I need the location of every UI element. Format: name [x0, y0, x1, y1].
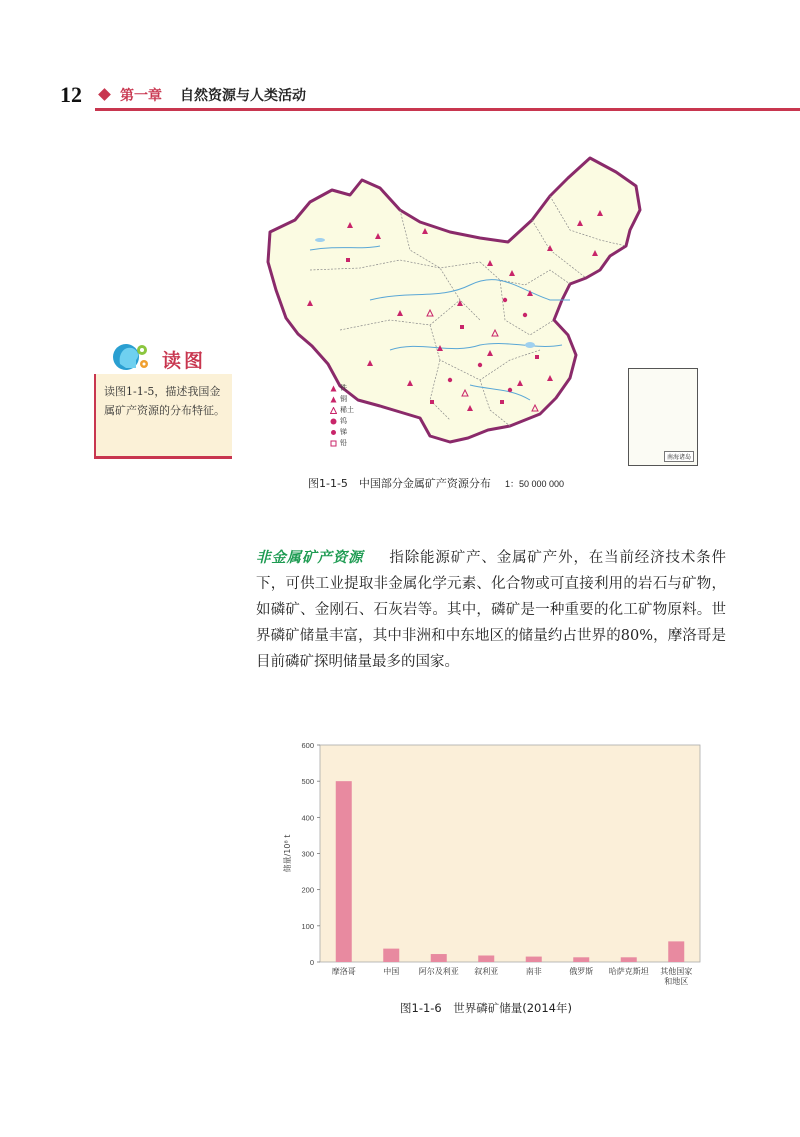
x-tick-label: 南非	[525, 967, 542, 976]
phosphate-chart	[270, 735, 710, 1020]
y-tick-label: 200	[301, 885, 314, 895]
nonmetal-paragraph	[256, 545, 726, 675]
chart-canvas	[270, 735, 710, 1000]
x-tick-label: 中国	[383, 967, 400, 976]
legend-label: 铜	[340, 395, 347, 403]
map-scale: 1：50 000 000	[504, 479, 564, 489]
x-tick-label: 叙利亚	[474, 967, 499, 976]
bar-叙利亚	[478, 955, 494, 962]
legend-item	[330, 394, 354, 405]
x-tick-label: 其他国家	[660, 967, 693, 976]
plot-area	[320, 745, 700, 962]
x-tick-label: 俄罗斯	[569, 967, 594, 976]
legend-label: 稀土	[340, 406, 354, 414]
x-tick-label: 摩洛哥	[331, 967, 356, 976]
filled-triangle-icon	[330, 396, 337, 403]
reading-title: 读图	[162, 350, 207, 372]
chapter-label: 第一章	[120, 88, 162, 104]
y-tick-label: 600	[301, 741, 314, 750]
lake	[315, 238, 325, 242]
bar-俄罗斯	[573, 957, 589, 962]
header-rule	[95, 108, 800, 111]
reading-box	[94, 340, 232, 462]
country-outline	[268, 158, 640, 442]
legend-item	[330, 383, 354, 394]
x-tick-label: 阿尔及利亚	[418, 967, 459, 976]
reading-text: 读图1-1-5，描述我国金属矿产资源的分布特征。	[104, 385, 225, 417]
legend-label: 铁	[340, 384, 347, 392]
lake	[525, 342, 535, 348]
page-number: 12	[60, 82, 82, 107]
chart-title: 图1-1-6 世界磷矿储量(2014年)	[400, 1001, 572, 1015]
map-caption	[308, 475, 564, 491]
map-legend	[330, 383, 354, 449]
y-tick-label: 300	[301, 849, 314, 859]
y-axis-label: 储量/10⁸ t	[283, 834, 292, 873]
china-mineral-map	[250, 150, 691, 468]
filled-triangle-icon	[330, 385, 337, 392]
legend-item	[330, 416, 354, 427]
reading-panel	[94, 374, 232, 459]
outline-triangle-icon	[330, 407, 337, 414]
inset-label: 南海诸岛	[664, 451, 694, 462]
legend-label: 锑	[340, 428, 347, 436]
legend-label: 铅	[340, 439, 347, 447]
bar-南非	[526, 957, 542, 962]
legend-item	[330, 438, 354, 449]
map-caption-title: 图1-1-5 中国部分金属矿产资源分布	[308, 477, 491, 490]
bar-摩洛哥	[336, 781, 352, 962]
filled-circle-icon	[330, 429, 337, 436]
bar-阿尔及利亚	[431, 954, 447, 962]
south-china-sea-inset	[628, 368, 698, 466]
chapter-title: 自然资源与人类活动	[180, 88, 306, 104]
diamond-icon	[98, 88, 111, 101]
y-tick-label: 100	[301, 921, 314, 931]
bar-哈萨克斯坦	[621, 957, 637, 962]
legend-item	[330, 427, 354, 438]
term-nonmetal-minerals: 非金属矿产资源	[256, 550, 364, 566]
legend-item	[330, 405, 354, 416]
bar-其他国家和地区	[668, 941, 684, 962]
y-tick-label: 500	[301, 777, 314, 787]
legend-label: 钨	[340, 417, 347, 425]
paragraph-body: 指除能源矿产、金属矿产外，在当前经济技术条件下，可供工业提取非金属化学元素、化合物或可直接利用的岩石与矿物，如磷矿、金刚石、石灰岩等。其中，磷矿是一种重要的化工矿物原料。世界磷矿储量丰富，其中非洲和中东地区的储量约占世界的80%，摩洛哥是目前磷矿探明储量最多的国家。	[256, 550, 726, 670]
y-tick-label: 0	[309, 958, 314, 967]
x-tick-label: 和地区	[664, 977, 689, 986]
flower-icon	[330, 418, 337, 425]
y-tick-label: 400	[301, 813, 314, 823]
square-icon	[330, 440, 337, 447]
x-tick-label: 哈萨克斯坦	[608, 967, 649, 976]
bar-中国	[383, 949, 399, 962]
head-gear-icon	[112, 340, 150, 374]
page-header	[60, 82, 800, 114]
china-map-image	[250, 150, 650, 468]
